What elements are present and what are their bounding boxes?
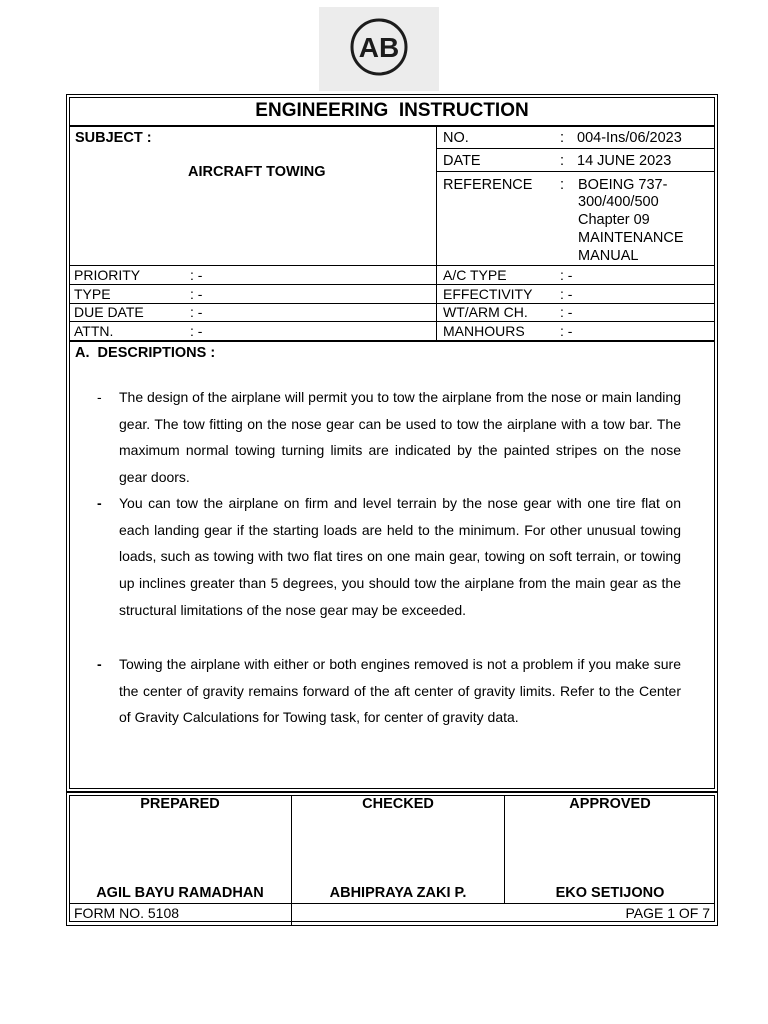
reference-separator: :	[560, 177, 565, 193]
attn-label: ATTN.	[74, 323, 114, 339]
company-logo	[319, 7, 439, 91]
meta-divider-2	[437, 171, 715, 172]
descriptions-heading: A. DESCRIPTIONS :	[75, 345, 216, 361]
reference-line-2: 300/400/500	[578, 194, 659, 210]
checked-name: ABHIPRAYA ZAKI P.	[329, 885, 467, 901]
manhours-label: MANHOURS	[443, 323, 525, 339]
prepared-label: PREPARED	[140, 796, 220, 812]
ac-type-label: A/C TYPE	[443, 267, 507, 283]
priority-label: PRIORITY	[74, 267, 141, 283]
effectivity-label: EFFECTIVITY	[443, 286, 533, 302]
form-number: FORM NO. 5108	[74, 905, 180, 921]
date-separator: :	[560, 153, 565, 169]
reference-line-1: BOEING 737-	[578, 177, 668, 193]
subject-label: SUBJECT :	[75, 130, 152, 146]
footer-divider	[69, 903, 715, 904]
fields-divider-top	[69, 265, 715, 266]
no-separator: :	[560, 130, 565, 146]
bullet-mark-3: -	[97, 656, 102, 672]
description-paragraph-3: Towing the airplane with either or both engines removed is not a problem if you make sure the center of gravity remains forward of the aft center of gravity limits. Refer to the Center of Gravity Calculations for Towing task, for center of gravity data.	[119, 656, 681, 726]
type-label: TYPE	[74, 286, 111, 302]
due-date-label: DUE DATE	[74, 304, 144, 320]
header-column-divider	[436, 126, 437, 341]
wt-arm-value: : -	[560, 304, 573, 320]
fields-divider-3	[69, 303, 715, 304]
approved-name: EKO SETIJONO	[555, 885, 665, 901]
approved-label: APPROVED	[569, 796, 651, 812]
manhours-value: : -	[560, 323, 573, 339]
fields-divider-4	[69, 321, 715, 322]
subject-value: AIRCRAFT TOWING	[188, 164, 326, 180]
due-date-value: : -	[190, 304, 203, 320]
no-label: NO.	[443, 130, 469, 146]
checked-label: CHECKED	[362, 796, 434, 812]
description-paragraph-1: The design of the airplane will permit you to tow the airplane from the nose or main landing gear. The tow fitting on the nose gear can be used to tow the airplane with a tow bar. The maximum normal towing turning limits are indicated by the painted stripes on the nose gear doors.	[119, 389, 681, 486]
type-value: : -	[190, 286, 203, 302]
signature-divider-1	[291, 795, 292, 926]
bullet-mark-2: -	[97, 495, 102, 511]
date-value: 14 JUNE 2023	[577, 153, 672, 169]
description-paragraph-2: You can tow the airplane on firm and level terrain by the nose gear with one tire flat on each landing gear if the starting loads are held to the minimum. For other unusual towing loads, such as towing with two flat tires on one main gear, towing on soft terrain, or towing up inclines greater than 5 degrees, you should tow the airplane from the main gear as the structural limitations of the nose gear may be exceeded.	[119, 495, 681, 618]
reference-line-4: MAINTENANCE	[578, 230, 684, 246]
priority-value: : -	[190, 267, 203, 283]
wt-arm-label: WT/ARM CH.	[443, 304, 528, 320]
meta-divider-1	[437, 148, 715, 149]
date-label: DATE	[443, 153, 481, 169]
fields-divider-2	[69, 284, 715, 285]
reference-line-3: Chapter 09	[578, 212, 650, 228]
no-value: 004-Ins/06/2023	[577, 130, 682, 146]
attn-value: : -	[190, 323, 203, 339]
page-number: PAGE 1 OF 7	[625, 905, 710, 921]
effectivity-value: : -	[560, 286, 573, 302]
reference-label: REFERENCE	[443, 177, 533, 193]
prepared-name: AGIL BAYU RAMADHAN	[96, 885, 264, 901]
fields-divider-bottom	[69, 340, 715, 342]
ac-type-value: : -	[560, 267, 573, 283]
bullet-mark-1: -	[97, 389, 102, 405]
title-divider	[69, 125, 715, 127]
reference-line-5: MANUAL	[578, 248, 639, 264]
document-title: ENGINEERING INSTRUCTION	[255, 100, 529, 121]
ab-logo-icon	[349, 17, 409, 77]
logo-text: AB	[358, 32, 400, 63]
